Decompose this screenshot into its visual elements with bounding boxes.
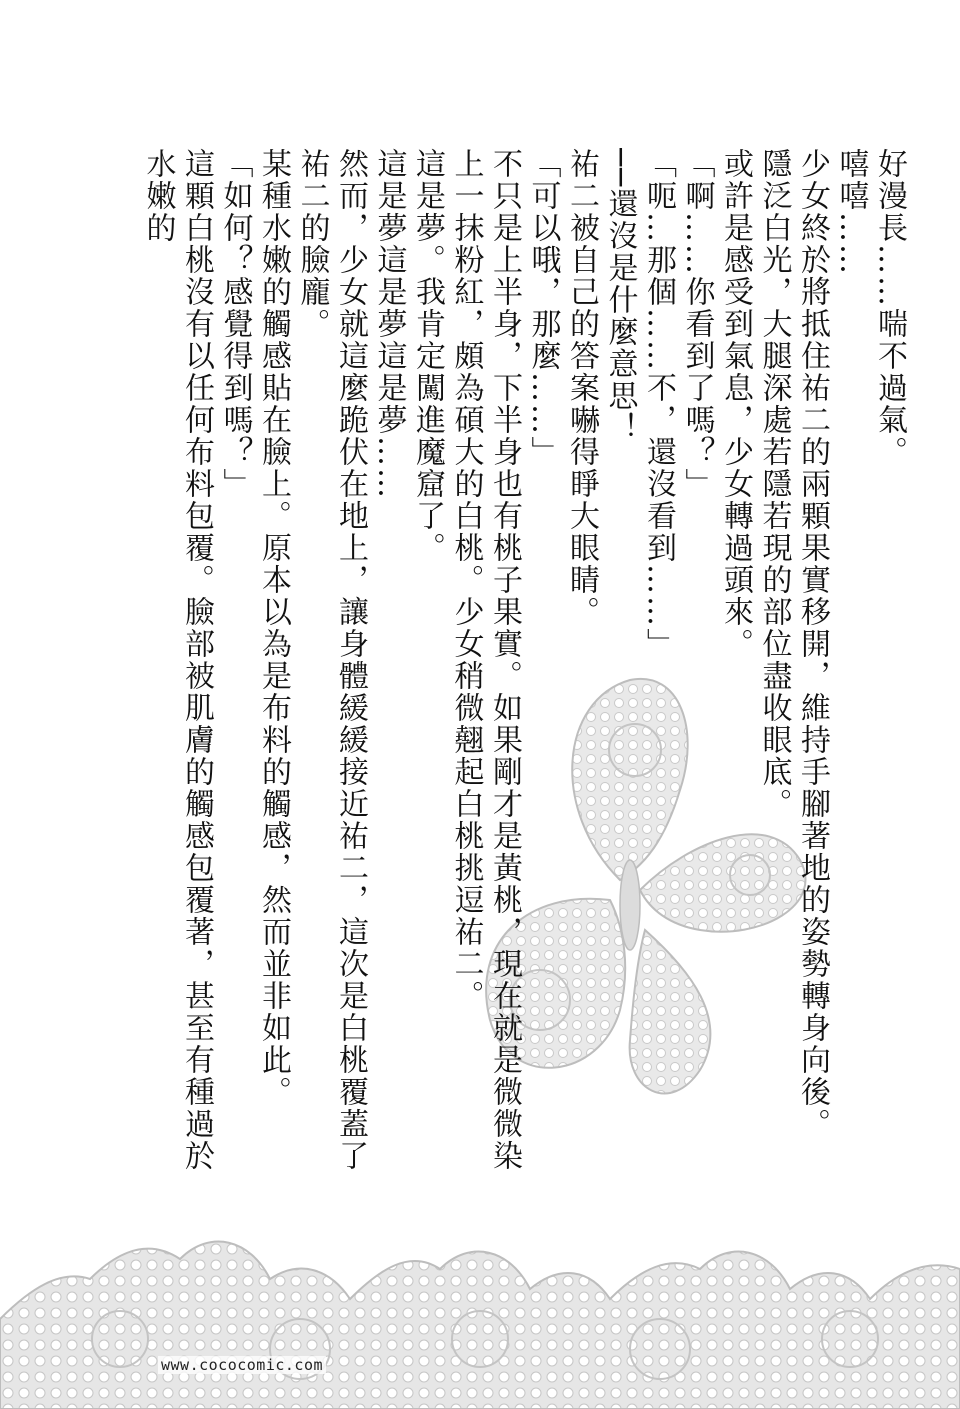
paragraph: 某種水嫩的觸感貼在臉上。原本以為是布料的觸感，然而並非如此。 bbox=[256, 148, 291, 1108]
paragraph: 這是夢。我肯定闖進魔窟了。 bbox=[410, 148, 445, 564]
novel-text-block bbox=[128, 148, 908, 1188]
lace-border-icon bbox=[0, 1209, 960, 1409]
paragraph: 然而，少女就這麼跪伏在地上，讓身體緩緩接近祐二，這次是白桃覆蓋了祐二的臉龐。 bbox=[294, 148, 368, 1172]
paragraph: 「呃…那個……不，還沒看到……」 bbox=[641, 148, 676, 660]
paragraph: 這顆白桃沒有以任何布料包覆。臉部被肌膚的觸感包覆著，甚至有種過於水嫩的 bbox=[140, 148, 214, 1172]
paragraph: 這是夢這是夢這是夢…… bbox=[371, 148, 407, 500]
site-watermark: www.cococomic.com bbox=[158, 1356, 326, 1374]
paragraph: 不只是上半身，下半身也有桃子果實。如果剛才是黃桃，現在就是微微染上一抹粉紅，頗為碩大的白桃。少女稍微翹起白桃挑逗祐二。 bbox=[448, 148, 522, 1172]
paragraph: 嘻嘻…… bbox=[833, 148, 869, 276]
paragraph: 「如何？感覺得到嗎？」 bbox=[217, 148, 253, 500]
paragraph: 好漫長……喘不過氣。 bbox=[872, 148, 907, 468]
paragraph: ──還沒是什麼意思！ bbox=[602, 148, 638, 445]
paragraph: 祐二被自己的答案嚇得睜大眼睛。 bbox=[564, 148, 599, 628]
paragraph: 少女終於將抵住祐二的兩顆果實移開，維持手腳著地的姿勢轉身向後。 bbox=[795, 148, 830, 1140]
paragraph: 「可以哦，那麼……」 bbox=[525, 148, 561, 468]
paragraph: 「啊……你看到了嗎？」 bbox=[679, 148, 715, 500]
paragraph: 或許是感受到氣息，少女轉過頭來。 bbox=[718, 148, 753, 660]
paragraph: 隱泛白光，大腿深處若隱若現的部位盡收眼底。 bbox=[756, 148, 792, 820]
